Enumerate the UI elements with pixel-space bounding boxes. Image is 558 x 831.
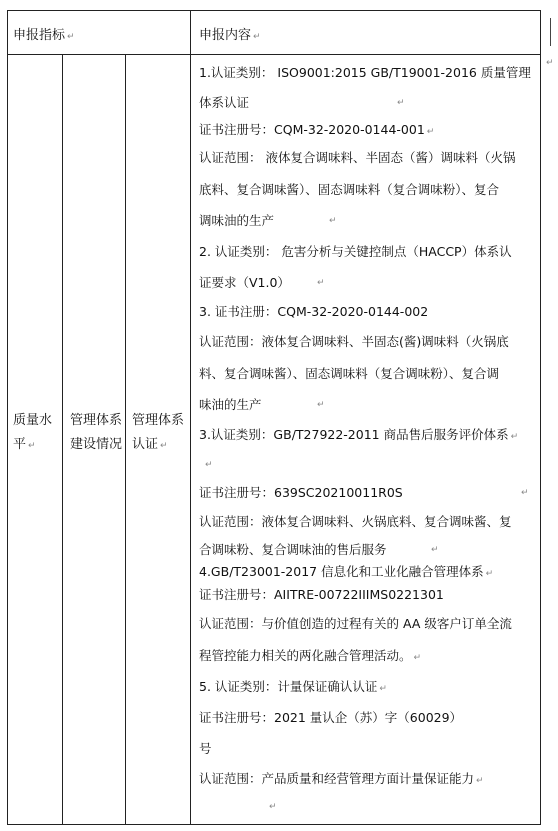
content-line (199, 734, 544, 764)
cell-text: 认证 (132, 437, 159, 452)
content-line (199, 88, 544, 118)
paragraph-mark-icon: ↵ (317, 400, 325, 410)
header-indicator-text: 申报指标 (13, 28, 66, 43)
content-line-text: 4.GB/T23001-2017 信息化和工业化融合管理体系 (199, 564, 484, 579)
paragraph-mark-icon: ↵ (160, 441, 168, 451)
content-line (199, 450, 544, 480)
paragraph-mark-icon: ↵ (521, 488, 529, 498)
paragraph-mark-icon: ↵ (317, 278, 325, 288)
header-indicator (13, 24, 75, 43)
paragraph-mark-icon: ↵ (253, 32, 261, 42)
content-line-text: 体系认证 (199, 95, 250, 110)
content-line-text: 证要求（V1.0） (199, 275, 290, 290)
content-line-text: 证书注册号：2021 量认企（苏）字（60029） (199, 710, 463, 725)
paragraph-mark-icon: ↵ (510, 432, 519, 442)
content-line (199, 142, 544, 174)
content-line (199, 326, 544, 358)
content-cell (199, 58, 544, 820)
paragraph-mark-icon: ↵ (413, 653, 422, 663)
content-line (199, 390, 544, 420)
cell-text: 建设情况 (70, 437, 123, 452)
cell-system-certification (132, 409, 194, 458)
content-line-text: 证书注册号：CQM-32-2020-0144-001 (199, 122, 425, 137)
content-line (199, 298, 544, 326)
content-line (199, 764, 544, 794)
content-line-text: 料、复合调味酱）、固态调味料（复合调味粉）、复合调 (199, 366, 500, 381)
content-line (199, 672, 544, 702)
cell-text: 管理体系 (132, 413, 185, 428)
content-line-text: 认证范围： 液体复合调味料、半固态（酱）调味料（火锅 (199, 150, 516, 165)
content-line (199, 794, 544, 820)
header-content-text: 申报内容 (199, 28, 252, 43)
paragraph-mark-icon: ↵ (269, 802, 277, 812)
content-line (199, 420, 544, 450)
paragraph-mark-icon: ↵ (379, 684, 387, 694)
content-line (199, 58, 544, 88)
paragraph-mark-icon: ↵ (329, 216, 337, 226)
content-line-text: 认证范围：液体复合调味料、火锅底料、复合调味酱、复 (199, 514, 512, 529)
content-line-text: 号 (199, 741, 212, 756)
content-line-text: 3.认证类别：GB/T27922-2011 商品售后服务评价体系 (199, 427, 509, 442)
paragraph-mark-icon: ↵ (485, 569, 494, 579)
cell-text: 质量水 (13, 413, 53, 428)
cell-text: 管理体系 (70, 413, 123, 428)
content-line-text: 证书注册号：639SC20210011R0S (199, 485, 403, 500)
content-line-text: 认证范围：液体复合调味料、半固态(酱)调味料（火锅底 (199, 334, 509, 349)
content-line-text: 2. 认证类别： 危害分析与关键控制点（HACCP）体系认 (199, 244, 512, 259)
content-line (199, 608, 544, 640)
content-line-text: 程管控能力相关的两化融合管理活动。 (199, 648, 412, 663)
content-line (199, 480, 544, 506)
content-line-text: 合调味粉、复合调味油的售后服务 (199, 542, 387, 557)
paragraph-mark-icon: ↵ (28, 441, 36, 451)
content-line-text: 底料、复合调味酱）、固态调味料（复合调味粉）、复合 (199, 182, 500, 197)
paragraph-mark-icon: ↵ (397, 98, 405, 108)
content-line (199, 236, 544, 268)
content-line (199, 358, 544, 390)
paragraph-mark-icon: ↵ (426, 127, 435, 137)
content-line (199, 582, 544, 608)
content-line-text: 5. 认证类别：计量保证确认认证 (199, 679, 378, 694)
paragraph-mark-icon: ↵ (476, 776, 484, 786)
table-header-row (8, 11, 540, 55)
content-line-text: 3. 证书注册：CQM-32-2020-0144-002 (199, 304, 429, 319)
content-line (199, 174, 544, 206)
paragraph-mark-icon: ↵ (205, 460, 213, 470)
content-line-text: 认证范围：产品质量和经营管理方面计量保证能力 (199, 771, 475, 786)
content-line-text: 1.认证类别： ISO9001:2015 GB/T19001-2016 质量管理 (199, 65, 531, 80)
paragraph-mark-icon: ↵ (431, 545, 439, 555)
content-line (199, 562, 544, 582)
text-cursor (550, 18, 551, 46)
header-content (199, 24, 261, 43)
content-line (199, 118, 544, 142)
content-line-text: 味油的生产 (199, 397, 262, 412)
content-line (199, 538, 544, 562)
cell-management-system (70, 409, 130, 457)
paragraph-mark-icon: ↵ (67, 32, 75, 42)
certification-table (7, 10, 541, 825)
cell-text: 平 (13, 437, 27, 452)
content-line (199, 506, 544, 538)
content-line (199, 640, 544, 672)
content-line-text: 认证范围：与价值创造的过程有关的 AA 级客户订单全流 (199, 616, 512, 631)
content-line-text: 证书注册号：AIITRE-00722IIIMS0221301 (199, 587, 444, 602)
content-line (199, 206, 544, 236)
content-line-text: 调味油的生产 (199, 213, 275, 228)
paragraph-mark-icon: ↵ (546, 58, 554, 68)
content-line (199, 268, 544, 298)
content-line (199, 702, 544, 734)
cell-quality-level (13, 409, 65, 458)
